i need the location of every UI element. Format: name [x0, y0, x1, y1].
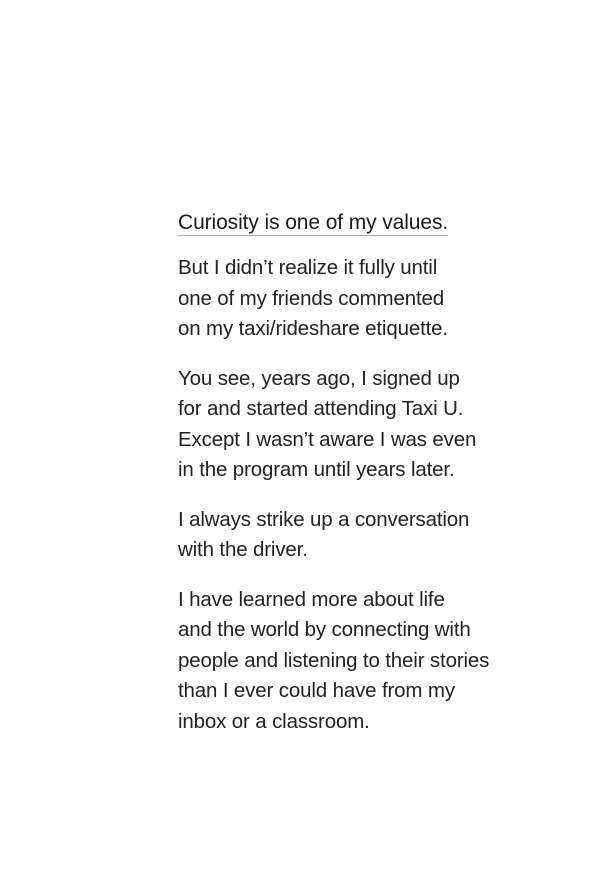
paragraph-line: I have learned more about life [178, 587, 445, 611]
paragraph-line: on my taxi/rideshare etiquette. [178, 317, 448, 340]
text-block [178, 208, 578, 756]
paragraph-3 [178, 505, 578, 566]
heading [178, 208, 578, 238]
paragraph-line: But I didn’t realize it fully until [178, 256, 438, 279]
paragraph-line: with the driver. [178, 538, 308, 561]
paragraph-line: I always strike up a conversation [178, 507, 470, 531]
paragraph-line: than I ever could have from my [178, 679, 455, 702]
paragraph-line: people and listening to their stories [178, 648, 490, 672]
paragraph-line: You see, years ago, I signed up [178, 366, 460, 390]
paragraph-line: and the world by connecting with [178, 618, 471, 641]
paragraph-line: Except I wasn’t aware I was even [178, 427, 477, 451]
paragraph-2 [178, 364, 578, 486]
paragraph-1 [178, 253, 578, 345]
paragraph-line: for and started attending Taxi U. [178, 397, 464, 420]
paragraph-line: one of my friends commented [178, 286, 444, 310]
paragraph-4 [178, 585, 578, 738]
paragraph-line: in the program until years later. [178, 458, 455, 481]
paragraph-line: inbox or a classroom. [178, 709, 370, 733]
heading-text: Curiosity is one of my values. [178, 211, 449, 234]
